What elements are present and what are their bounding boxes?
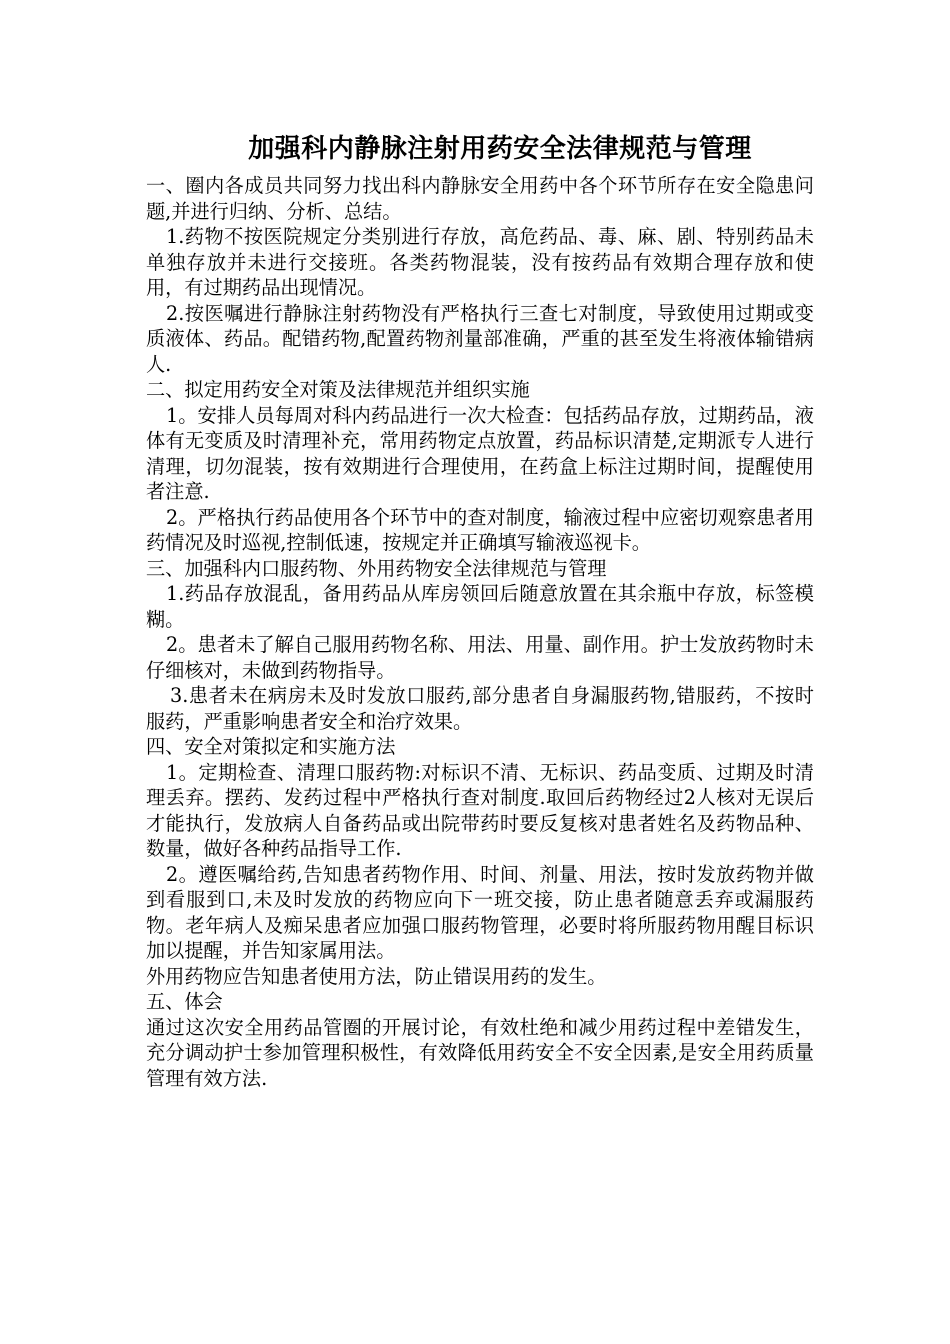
paragraph-5-1: 通过这次安全用药品管圈的开展讨论，有效杜绝和减少用药过程中差错发生，充分调动护士参加管理积极性，有效降低用药安全不安全因素,是安全用药质量管理有效方法. <box>146 1015 814 1090</box>
paragraph-1-2: 2.按医嘱进行静脉注射药物没有严格执行三查七对制度，导致使用过期或变质液体、药品。配错药物,配置药物剂量部准确，严重的甚至发生将液体输错病人. <box>146 301 814 376</box>
paragraph-3-2: 2。患者未了解自己服用药物名称、用法、用量、副作用。护士发放药物时未仔细核对，未做到药物指导。 <box>146 633 814 682</box>
document-title: 加强科内静脉注射用药安全法律规范与管理 <box>248 134 752 164</box>
paragraph-4-1: 1。定期检查、清理口服药物:对标识不清、无标识、药品变质、过期及时清理丢弃。摆药、发药过程中严格执行查对制度.取回后药物经过2人核对无误后才能执行，发放病人自备药品或出院带药时要反复核对患者姓名及药物品种、数量，做好各种药品指导工作. <box>146 760 814 860</box>
paragraph-2-2: 2。严格执行药品使用各个环节中的查对制度，输液过程中应密切观察患者用药情况及时巡视,控制低速，按规定并正确填写输液巡视卡。 <box>146 505 814 554</box>
paragraph-1-1: 1.药物不按医院规定分类别进行存放，高危药品、毒、麻、剧、特别药品未单独存放并未进行交接班。各类药物混装，没有按药品有效期合理存放和使用，有过期药品出现情况。 <box>146 225 814 299</box>
section-heading-5: 五、体会 <box>146 990 223 1013</box>
paragraph-2-1: 1。安排人员每周对科内药品进行一次大检查：包括药品存放，过期药品，液体有无变质及时清理补充，常用药物定点放置，药品标识清楚,定期派专人进行清理，切勿混装，按有效期进行合理使用，在药盒上标注过期时间，提醒使用者注意. <box>146 403 814 503</box>
section-heading-1: 一、圈内各成员共同努力找出科内静脉安全用药中各个环节所存在安全隐患问题,并进行归纳、分析、总结。 <box>146 174 814 223</box>
document-body <box>146 173 814 1091</box>
paragraph-3-1: 1.药品存放混乱，备用药品从库房领回后随意放置在其余瓶中存放，标签模糊。 <box>146 582 814 631</box>
section-heading-3: 三、加强科内口服药物、外用药物安全法律规范与管理 <box>146 556 607 580</box>
section-heading-4: 四、安全对策拟定和实施方法 <box>146 735 396 758</box>
paragraph-3-3: 3.患者未在病房未及时发放口服药,部分患者自身漏服药物,错服药，不按时服药，严重影响患者安全和治疗效果。 <box>146 684 814 733</box>
paragraph-4-2: 2。遵医嘱给药,告知患者药物作用、时间、剂量、用法，按时发放药物并做到看服到口,未及时发放的药物应向下一班交接，防止患者随意丢弃或漏服药物。老年病人及痴呆患者应加强口服药物管理，必要时将所服药物用醒目标识加以提醒，并告知家属用法。 <box>146 862 814 962</box>
paragraph-4-3: 外用药物应告知患者使用方法，防止错误用药的发生。 <box>146 964 607 988</box>
section-heading-2: 二、拟定用药安全对策及法律规范并组织实施 <box>146 378 530 401</box>
